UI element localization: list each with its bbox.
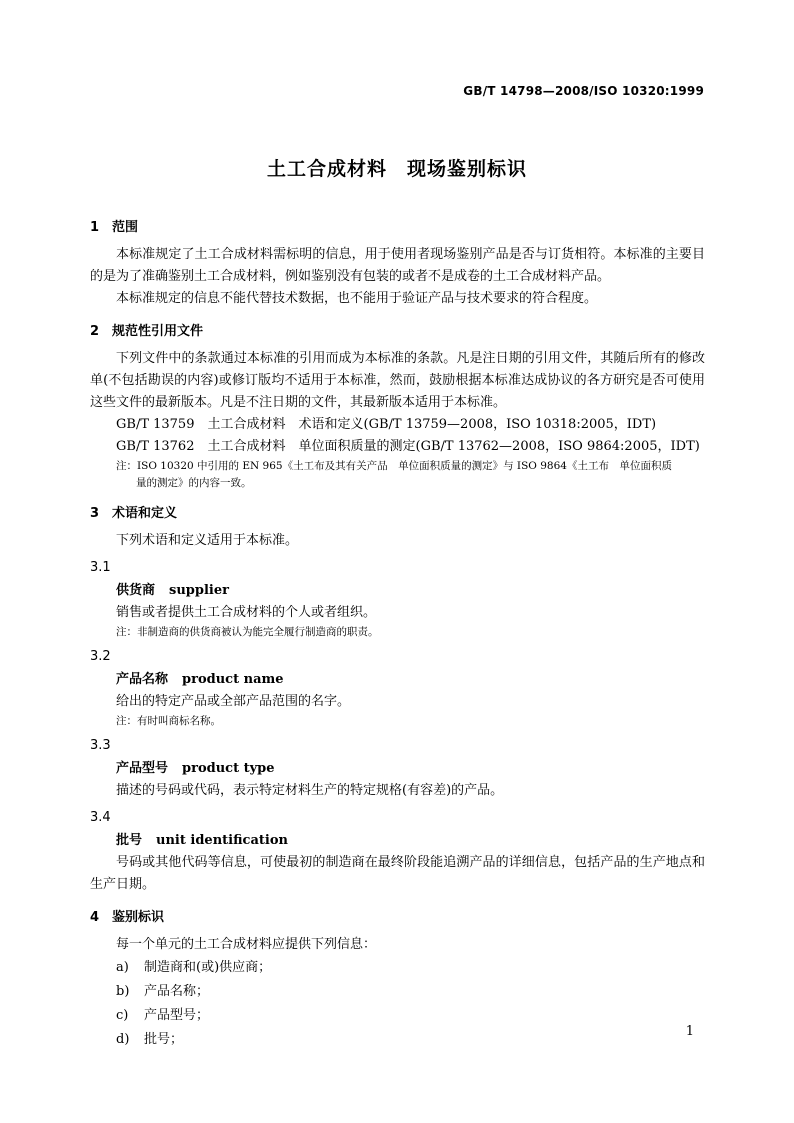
term-number: 3.4 [90, 810, 111, 825]
list-item-label: c) [116, 1008, 129, 1023]
term-zh: 产品名称 [116, 672, 169, 687]
section-4-heading [90, 908, 705, 928]
paragraph: 本标准规定的信息不能代替技术数据，也不能用于验证产品与技术要求的符合程度。 [116, 291, 598, 306]
term-zh: 批号 [116, 833, 143, 848]
reference-title: 土工合成材料 术语和定义(GB/T 13759—2008，ISO 10318:2005，IDT) [207, 417, 657, 432]
paragraph: 下列术语和定义适用于本标准。 [116, 533, 299, 548]
section-title: 规范性引用文件 [112, 324, 204, 339]
section-1-heading [90, 218, 705, 238]
term-zh: 产品型号 [116, 761, 169, 776]
page-number: 1 [685, 1024, 694, 1039]
term-en: unit identification [156, 833, 288, 848]
term-definition: 描述的号码或代码，表示特定材料生产的特定规格(有容差)的产品。 [116, 783, 504, 798]
list-item-text: 制造商和(或)供应商； [144, 960, 272, 975]
term-definition: 给出的特定产品或全部产品范围的名字。 [116, 694, 351, 709]
reference-code: GB/T 13759 [116, 417, 195, 432]
section-2-heading [90, 322, 705, 342]
list-item [90, 956, 705, 980]
note: 注：ISO 10320 中引用的 EN 965《土工布及其有关产品 单位面积质量的测定》与 ISO 9864《土工布 单位面积质 [116, 460, 672, 472]
section-number: 4 [90, 910, 100, 925]
term-heading [90, 758, 705, 780]
list-item-text: 产品型号； [144, 1008, 210, 1023]
term-definition: 号码或其他代码等信息，可使最初的制造商在最终阶段能追溯产品的详细信息，包括产品的生产地点和生产日期。 [90, 855, 705, 892]
term-definition: 销售或者提供土工合成材料的个人或者组织。 [116, 605, 377, 620]
reference-item [90, 436, 705, 458]
section-3-heading [90, 504, 705, 524]
section-title: 鉴别标识 [112, 910, 165, 925]
term-number: 3.1 [90, 560, 111, 575]
list-item [90, 980, 705, 1004]
section-title: 术语和定义 [112, 506, 178, 521]
document-body [90, 218, 705, 1052]
term-en: product name [182, 672, 284, 687]
term-number: 3.3 [90, 738, 111, 753]
list-item-label: a) [116, 960, 129, 975]
section-number: 1 [90, 220, 100, 235]
reference-code: GB/T 13762 [116, 439, 195, 454]
term-heading [90, 669, 705, 691]
term-number: 3.2 [90, 649, 111, 664]
term-zh: 供货商 [116, 583, 156, 598]
section-number: 3 [90, 506, 100, 521]
list-item-label: b) [116, 984, 130, 999]
term-en: product type [182, 761, 275, 776]
term-heading [90, 580, 705, 602]
list-item-label: d) [116, 1032, 130, 1047]
paragraph: 下列文件中的条款通过本标准的引用而成为本标准的条款。凡是注日期的引用文件，其随后所有的修改单(不包括勘误的内容)或修订版均不适用于本标准，然而，鼓励根据本标准达成协议的各方研究是否可使用这些文件的最新版本。凡是不注日期的文件，其最新版本适用于本标准。 [90, 351, 705, 410]
reference-title: 土工合成材料 单位面积质量的测定(GB/T 13762—2008，ISO 9864:2005，IDT) [207, 439, 700, 454]
term-heading [90, 830, 705, 852]
standard-code: GB/T 14798—2008/ISO 10320:1999 [463, 84, 704, 98]
term-note: 注：非制造商的供货商被认为能完全履行制造商的职责。 [116, 626, 379, 638]
document-title: 土工合成材料 现场鉴别标识 [266, 158, 527, 180]
paragraph: 每一个单元的土工合成材料应提供下列信息： [116, 937, 377, 952]
list-item [90, 1028, 705, 1052]
list-item-text: 批号； [144, 1032, 184, 1047]
term-note: 注：有时叫商标名称。 [116, 715, 221, 727]
term-en: supplier [169, 583, 229, 598]
reference-item [90, 414, 705, 436]
list-item-text: 产品名称； [144, 984, 210, 999]
paragraph: 本标准规定了土工合成材料需标明的信息，用于使用者现场鉴别产品是否与订货相符。本标准的主要目的是为了准确鉴别土工合成材料，例如鉴别没有包装的或者不是成卷的土工合成材料产品。 [90, 247, 705, 284]
section-title: 范围 [112, 220, 139, 235]
section-number: 2 [90, 324, 100, 339]
note-continuation: 量的测定》的内容一致。 [136, 477, 252, 489]
list-item [90, 1004, 705, 1028]
